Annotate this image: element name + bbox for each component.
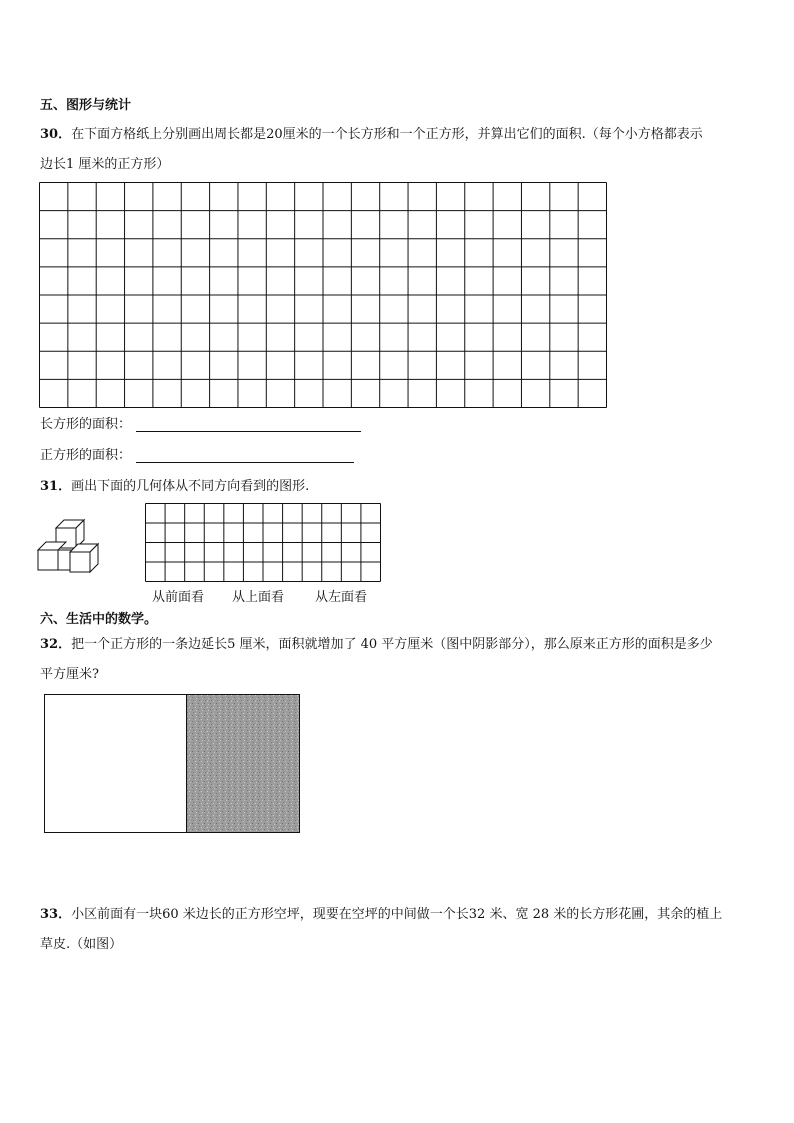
question-33-line2: 草皮.（如图）: [40, 937, 123, 952]
view-label-top: 从上面看: [232, 590, 285, 605]
question-30-line1: [40, 127, 703, 143]
shaded-added-area: [187, 695, 300, 833]
grid-paper-q30[interactable]: [39, 182, 607, 408]
question-33-text: 小区前面有一块60 米边长的正方形空坪，现要在空坪的中间做一个长32 米、宽 28 米的长方形花圃，其余的植上: [71, 907, 723, 922]
question-30-text: 在下面方格纸上分别画出周长都是20厘米的一个长方形和一个正方形，并算出它们的面积.（每个小方格都表示: [71, 127, 703, 142]
square-area-label: 正方形的面积：: [40, 448, 132, 463]
question-31-text: 画出下面的几何体从不同方向看到的图形.: [71, 479, 310, 494]
question-32-line2: 平方厘米?: [40, 667, 99, 682]
question-33-line1: [40, 907, 722, 923]
question-31-line1: [40, 479, 309, 495]
question-33-number: 33．: [40, 907, 72, 922]
square-extension-figure: [44, 694, 301, 834]
grid-paper-q31[interactable]: [145, 503, 381, 582]
question-30-line2: 边长1 厘米的正方形）: [40, 157, 170, 172]
rectangle-area-answer-blank[interactable]: [136, 431, 361, 432]
question-32-number: 32．: [40, 637, 72, 652]
square-area-answer-blank[interactable]: [136, 462, 354, 463]
question-32-text: 把一个正方形的一条边延长5 厘米，面积就增加了 40 平方厘米（图中阴影部分），那么原来正方形的面积是多少: [71, 637, 713, 652]
section-heading-6: 六、生活中的数学。: [40, 612, 158, 627]
section-heading-5: 五、图形与统计: [40, 98, 132, 113]
view-label-front: 从前面看: [152, 590, 205, 605]
question-30-number: 30．: [40, 127, 72, 142]
rectangle-area-label: 长方形的面积：: [40, 417, 132, 432]
question-31-number: 31．: [40, 479, 72, 494]
original-square: [45, 695, 187, 833]
cube-solid-figure: [36, 516, 108, 574]
question-32-line1: [40, 637, 713, 653]
view-label-left: 从左面看: [315, 590, 368, 605]
